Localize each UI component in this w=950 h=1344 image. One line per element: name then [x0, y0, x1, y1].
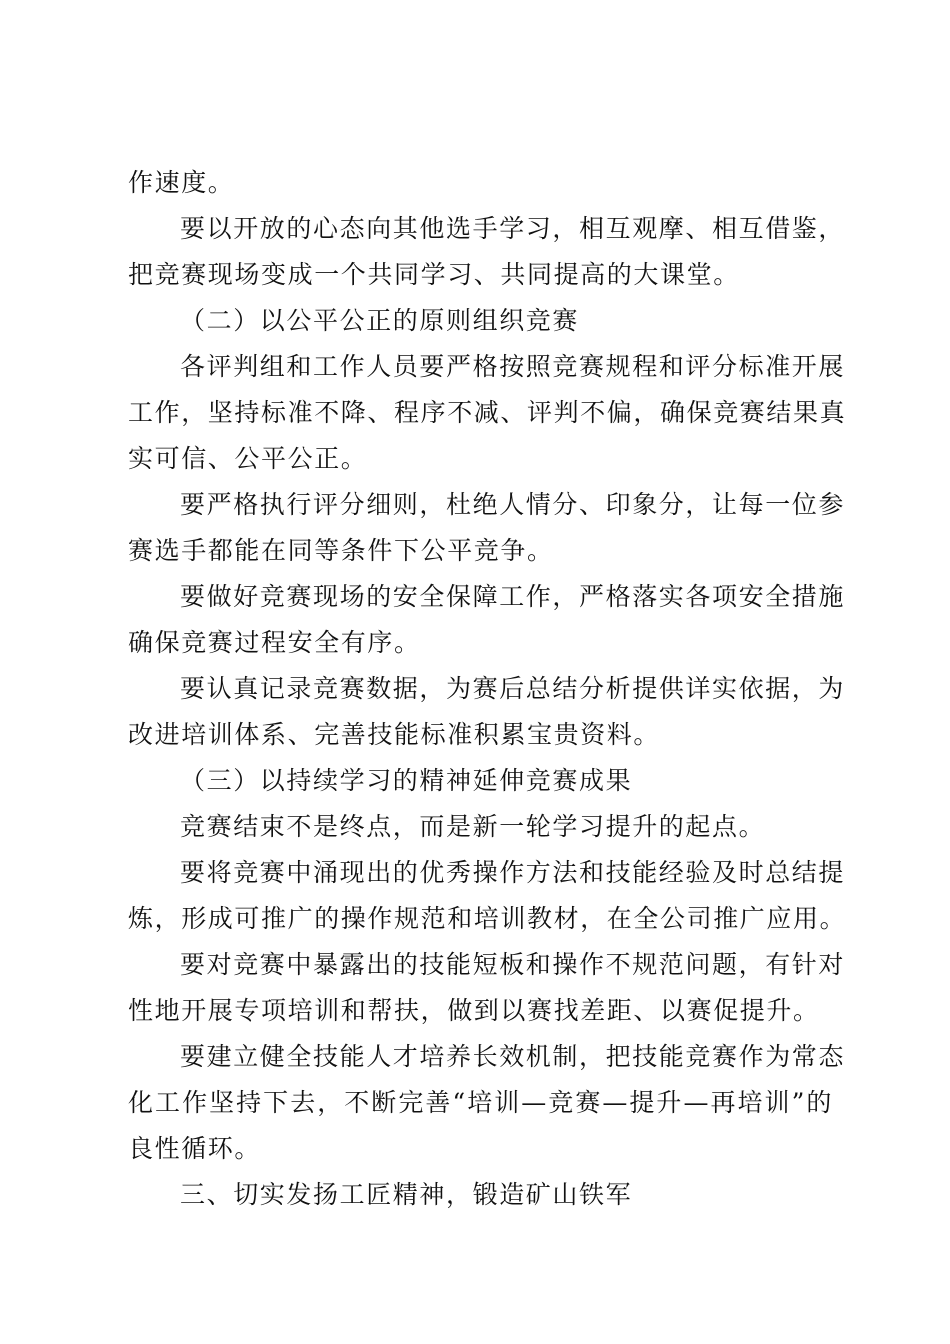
paragraph-line: 炼，形成可推广的操作规范和培训教材，在全公司推广应用。 — [128, 904, 847, 933]
document-body — [128, 160, 847, 1218]
paragraph-line: 化工作坚持下去，不断完善“培训—竞赛—提升—再培训”的 — [128, 1088, 833, 1117]
paragraph-line: 改进培训体系、完善技能标准积累宝贵资料。 — [128, 720, 661, 749]
paragraph-line: 竞赛结束不是终点，而是新一轮学习提升的起点。 — [180, 812, 766, 841]
paragraph-line: 要认真记录竞赛数据，为赛后总结分析提供详实依据，为 — [180, 674, 846, 703]
paragraph-line: 实可信、公平公正。 — [128, 444, 368, 473]
paragraph-line: 赛选手都能在同等条件下公平竞争。 — [128, 536, 554, 565]
section-heading: （二）以公平公正的原则组织竞赛 — [180, 306, 580, 335]
paragraph-line: 要将竞赛中涌现出的优秀操作方法和技能经验及时总结提 — [180, 858, 846, 887]
paragraph-line: 要严格执行评分细则，杜绝人情分、印象分，让每一位参 — [180, 490, 846, 519]
paragraph-line: 要建立健全技能人才培养长效机制，把技能竞赛作为常态 — [180, 1042, 846, 1071]
paragraph-line: 要做好竞赛现场的安全保障工作，严格落实各项安全措施 — [180, 582, 846, 611]
paragraph-line: 作速度。 — [128, 168, 235, 197]
paragraph-line: 各评判组和工作人员要严格按照竞赛规程和评分标准开展 — [180, 352, 846, 381]
paragraph-line: 确保竞赛过程安全有序。 — [128, 628, 421, 657]
paragraph-line: 工作，坚持标准不降、程序不减、评判不偏，确保竞赛结果真 — [128, 398, 847, 427]
section-heading: 三、切实发扬工匠精神，锻造矿山铁军 — [180, 1180, 633, 1209]
paragraph-line: 要对竞赛中暴露出的技能短板和操作不规范问题，有针对 — [180, 950, 846, 979]
paragraph-line: 良性循环。 — [128, 1134, 262, 1163]
paragraph-line: 要以开放的心态向其他选手学习，相互观摩、相互借鉴， — [180, 214, 846, 243]
section-heading: （三）以持续学习的精神延伸竞赛成果 — [180, 766, 633, 795]
paragraph-line: 把竞赛现场变成一个共同学习、共同提高的大课堂。 — [128, 260, 740, 289]
paragraph-line: 性地开展专项培训和帮扶，做到以赛找差距、以赛促提升。 — [128, 996, 820, 1025]
